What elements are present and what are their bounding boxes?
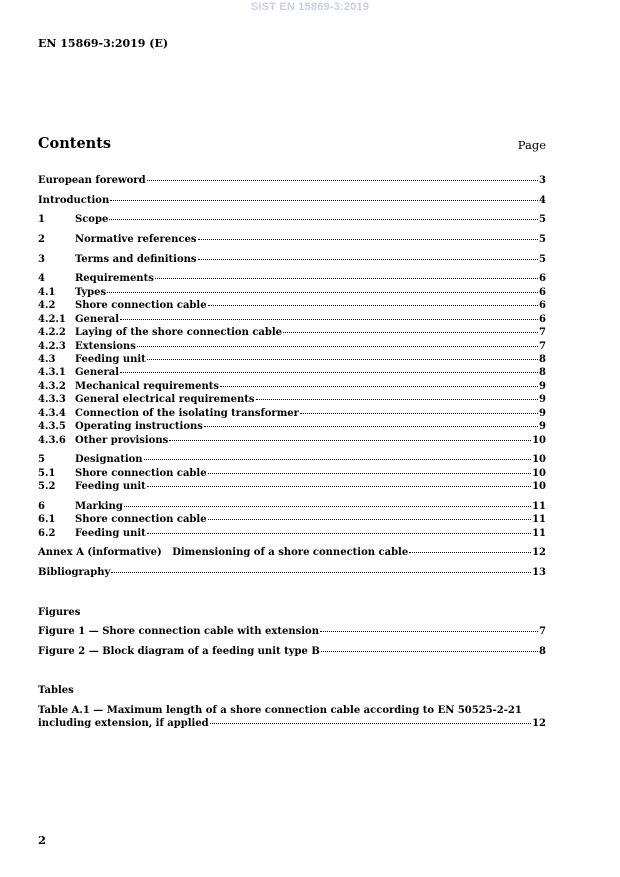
toc-entry-number: 4.2.2 — [38, 327, 66, 338]
toc-entry-title: Normative references — [75, 234, 197, 245]
toc-entry-page: 9 — [539, 408, 546, 419]
toc-entry[interactable] — [38, 175, 546, 188]
toc-entry-page: 11 — [532, 514, 546, 525]
watermark: SIST EN 15869-3:2019 — [250, 1, 370, 13]
figure-entry[interactable] — [38, 626, 546, 639]
toc-entry[interactable] — [38, 454, 546, 467]
toc-entry[interactable] — [38, 514, 546, 527]
toc-entry-title: Designation — [75, 454, 143, 465]
toc-entry-number: 3 — [38, 254, 45, 265]
toc-entry-title: General — [75, 367, 120, 378]
toc-entry-page: 12 — [532, 547, 546, 558]
contents-title: Contents — [38, 135, 112, 152]
toc-entry[interactable] — [38, 468, 546, 481]
toc-entry[interactable] — [38, 547, 546, 560]
toc-entry-number: 4.1 — [38, 287, 56, 298]
toc-entry-title: Operating instructions — [75, 421, 203, 432]
toc-entry-number: 4.3.4 — [38, 408, 66, 419]
toc-entry-title: Other provisions — [75, 435, 169, 446]
table-entry[interactable] — [38, 718, 546, 731]
toc-entry-title: European foreword — [38, 175, 146, 186]
toc-entry-title: General — [75, 314, 120, 325]
toc-entry[interactable] — [38, 394, 546, 407]
toc-entry-title: Shore connection cable — [75, 300, 207, 311]
toc-entry[interactable] — [38, 435, 546, 448]
toc-entry-number: 4.3.5 — [38, 421, 66, 432]
toc-entry-number: 2 — [38, 234, 45, 245]
toc-entry[interactable] — [38, 341, 546, 354]
toc-entry-number: 4.3 — [38, 354, 56, 365]
toc-entry-page: 6 — [539, 273, 546, 284]
figure-entry-title: Figure 1 — Shore connection cable with extension — [38, 626, 319, 637]
toc-entry-page: 8 — [539, 367, 546, 378]
toc-entry-title: Shore connection cable — [75, 468, 207, 479]
toc-entry-title: Shore connection cable — [75, 514, 207, 525]
toc-entry-title: Introduction — [38, 195, 110, 206]
figure-entry-page: 8 — [539, 646, 546, 657]
toc-entry-title: Annex A (informative) Dimensioning of a shore connection cable — [38, 547, 409, 558]
toc-entry-title: Feeding unit — [75, 481, 146, 492]
toc-entry[interactable] — [38, 354, 546, 367]
toc-entry-number: 6 — [38, 501, 45, 512]
toc-entry-page: 3 — [539, 175, 546, 186]
toc-entry-title: Connection of the isolating transformer — [75, 408, 299, 419]
toc-entry-number: 6.2 — [38, 528, 56, 539]
toc-entry[interactable] — [38, 421, 546, 434]
toc-entry-page: 13 — [532, 567, 546, 578]
toc-entry-title: Terms and definitions — [75, 254, 197, 265]
toc-entry-page: 6 — [539, 287, 546, 298]
toc-entry[interactable] — [38, 367, 546, 380]
toc-entry-title: Feeding unit — [75, 528, 146, 539]
toc-entry-title: Mechanical requirements — [75, 381, 219, 392]
table-entry-title-line1[interactable]: Table A.1 — Maximum length of a shore connection cable according to EN 50525-2-21 — [38, 705, 522, 716]
toc-entry-page: 7 — [539, 327, 546, 338]
toc-entry-title: Marking — [75, 501, 123, 512]
toc-entry[interactable] — [38, 408, 546, 421]
toc-entry[interactable] — [38, 314, 546, 327]
toc-entry[interactable] — [38, 273, 546, 286]
toc-entry-title: General electrical requirements — [75, 394, 255, 405]
toc-entry[interactable] — [38, 528, 546, 541]
toc-entry[interactable] — [38, 567, 546, 580]
toc-entry-page: 5 — [539, 254, 546, 265]
toc-entry-page: 6 — [539, 314, 546, 325]
toc-entry-number: 1 — [38, 214, 45, 225]
toc-entry-page: 5 — [539, 234, 546, 245]
toc-entry-page: 8 — [539, 354, 546, 365]
toc-entry-number: 4.2.1 — [38, 314, 66, 325]
toc-entry-page: 11 — [532, 528, 546, 539]
toc-entry-page: 11 — [532, 501, 546, 512]
toc-entry-page: 6 — [539, 300, 546, 311]
figure-entry-title: Figure 2 — Block diagram of a feeding unit type B — [38, 646, 320, 657]
toc-entry-title: Extensions — [75, 341, 136, 352]
toc-entry-page: 9 — [539, 421, 546, 432]
table-entry-page: 12 — [532, 718, 546, 729]
page-number: 2 — [38, 833, 47, 847]
figure-entry-page: 7 — [539, 626, 546, 637]
toc-entry-title: Laying of the shore connection cable — [75, 327, 283, 338]
toc-entry-number: 5.2 — [38, 481, 56, 492]
toc-entry[interactable] — [38, 501, 546, 514]
toc-entry-number: 4.3.6 — [38, 435, 66, 446]
toc-entry-number: 5.1 — [38, 468, 56, 479]
toc-entry-title: Feeding unit — [75, 354, 146, 365]
toc-entry-number: 5 — [38, 454, 45, 465]
toc-entry[interactable] — [38, 234, 546, 247]
tables-heading: Tables — [38, 685, 74, 696]
toc-entry[interactable] — [38, 214, 546, 227]
toc-entry[interactable] — [38, 300, 546, 313]
toc-entry-number: 4.2 — [38, 300, 56, 311]
toc-entry-number: 4.2.3 — [38, 341, 66, 352]
toc-entry-number: 4.3.1 — [38, 367, 66, 378]
toc-entry-page: 9 — [539, 381, 546, 392]
toc-entry-page: 10 — [532, 468, 546, 479]
table-entry-title-line2: including extension, if applied — [38, 718, 209, 729]
toc-entry[interactable] — [38, 381, 546, 394]
toc-entry-page: 7 — [539, 341, 546, 352]
toc-entry-page: 10 — [532, 481, 546, 492]
toc-entry-number: 4 — [38, 273, 45, 284]
figure-entry[interactable] — [38, 646, 546, 659]
toc-entry[interactable] — [38, 195, 546, 208]
toc-entry-number: 6.1 — [38, 514, 56, 525]
document-id: EN 15869-3:2019 (E) — [38, 37, 169, 50]
toc-entry[interactable] — [38, 327, 546, 340]
toc-entry-title: Bibliography — [38, 567, 111, 578]
toc-entry-number: 4.3.2 — [38, 381, 66, 392]
page-column-label: Page — [517, 138, 546, 152]
toc-entry[interactable] — [38, 254, 546, 267]
figures-heading: Figures — [38, 607, 81, 618]
toc-entry-title: Scope — [75, 214, 109, 225]
toc-entry-page: 4 — [539, 195, 546, 206]
toc-entry-page: 10 — [532, 454, 546, 465]
toc-entry-title: Requirements — [75, 273, 154, 284]
toc-entry[interactable] — [38, 287, 546, 300]
toc-entry-title: Types — [75, 287, 107, 298]
toc-entry-page: 5 — [539, 214, 546, 225]
toc-entry[interactable] — [38, 481, 546, 494]
toc-entry-page: 9 — [539, 394, 546, 405]
toc-entry-number: 4.3.3 — [38, 394, 66, 405]
toc-entry-page: 10 — [532, 435, 546, 446]
